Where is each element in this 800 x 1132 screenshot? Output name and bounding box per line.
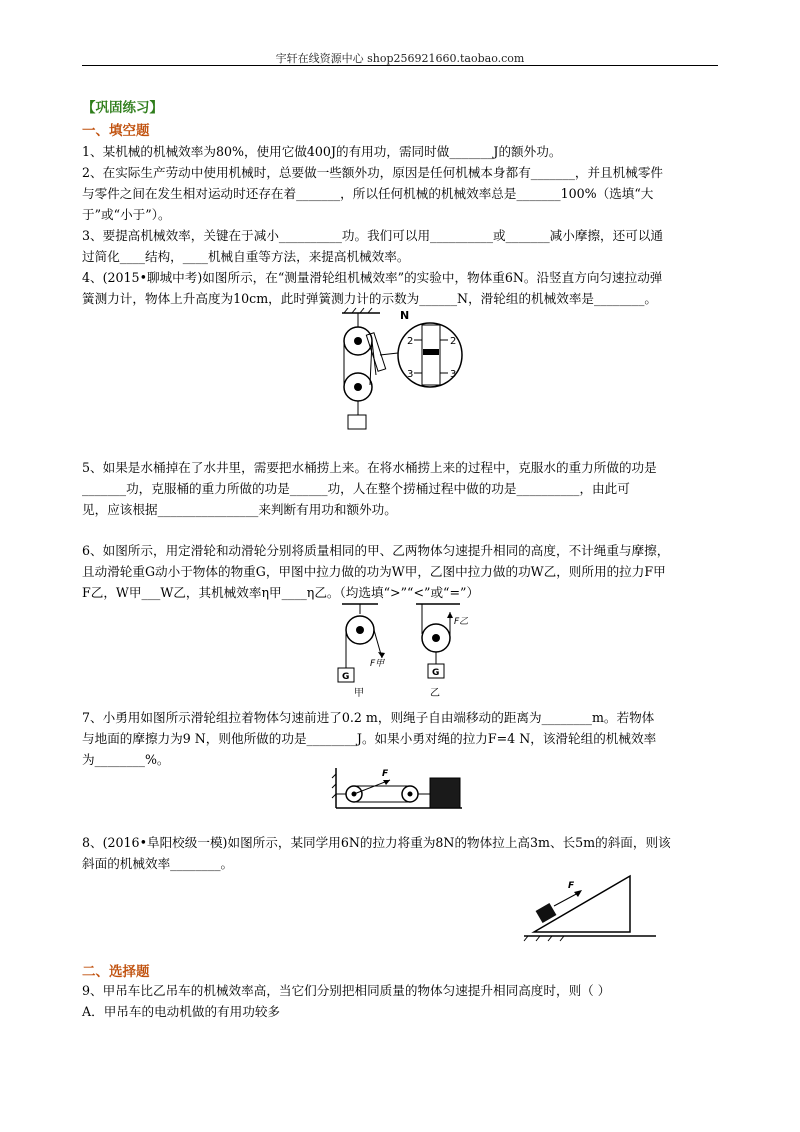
q7-force-label: F — [382, 769, 389, 779]
q4-pulley-scale-figure — [330, 305, 465, 435]
q4-tick-3-right: 3 — [450, 369, 457, 380]
q2-line-2: 与零件之间在发生相对运动时还存在着_______，所以任何机械的机械效率总是_______100%（选填“大 — [82, 186, 654, 201]
q8-force-label: F — [568, 881, 575, 891]
q8-line-1: 8、(2016•阜阳校级一模)如图所示，某同学用6N的拉力将重为8N的物体拉上高3m、长5m的斜面，则该 — [82, 835, 671, 850]
header-rule — [82, 65, 718, 66]
q4-tick-3: 3 — [407, 369, 414, 380]
q9-line: 9、甲吊车比乙吊车的机械效率高，当它们分别把相同质量的物体匀速提升相同高度时，则（ ） — [82, 983, 611, 998]
page-header: 宇轩在线资源中心 shop256921660.taobao.com — [275, 52, 525, 65]
q3-line-2: 过简化____结构，____机械自重等方法，来提高机械效率。 — [82, 249, 410, 264]
q6-weight-right: G — [432, 668, 440, 678]
q4-tick-2-right: 2 — [450, 336, 457, 347]
q7-line-3: 为________%。 — [82, 752, 170, 767]
q6-line-3: F乙，W甲___W乙，其机械效率η甲____η乙。（均选填“>”“<”或“=”） — [82, 585, 480, 600]
q6-pulleys-figure — [330, 600, 480, 700]
q8-incline-figure — [520, 870, 660, 942]
q7-line-1: 7、小勇用如图所示滑轮组拉着物体匀速前进了0.2 m，则绳子自由端移动的距离为________m。若物体 — [82, 710, 655, 725]
q7-line-2: 与地面的摩擦力为9 N，则他所做的功是________J。如果小勇对绳的拉力F=4 N，该滑轮组的机械效率 — [82, 731, 657, 746]
section-choice-title: 二、选择题 — [82, 964, 150, 980]
q6-line-2: 且动滑轮重G动小于物体的物重G，甲图中拉力做的功为W甲，乙图中拉力做的功W乙，则所用的拉力F甲 — [82, 564, 666, 579]
q6-force-right: F乙 — [454, 617, 469, 627]
section-fill-title: 一、填空题 — [82, 123, 150, 139]
q1-line: 1、某机械的机械效率为80%，使用它做400J的有用功，需同时做_______J的额外功。 — [82, 144, 562, 159]
q4-tick-2: 2 — [407, 336, 414, 347]
q4-line-1: 4、(2015•聊城中考)如图所示，在“测量滑轮组机械效率”的实验中，物体重6N。沿竖直方向匀速拉动弹 — [82, 270, 663, 285]
practice-tag: 【巩固练习】 — [82, 100, 163, 116]
q2-line-1: 2、在实际生产劳动中使用机械时，总要做一些额外功，原因是任何机械本身都有_______，并且机械零件 — [82, 165, 664, 180]
q6-force-left: F甲 — [370, 659, 385, 669]
q5-line-3: 见，应该根据________________来判断有用功和额外功。 — [82, 502, 397, 517]
q8-line-2: 斜面的机械效率________。 — [82, 856, 234, 871]
q6-caption-right: 乙 — [430, 688, 440, 699]
q2-line-3: 于”或“小于”）。 — [82, 207, 171, 222]
q5-line-2: _______功，克服桶的重力所做的功是______功，人在整个捞桶过程中做的功是__________，由此可 — [82, 481, 630, 496]
q3-line-1: 3、要提高机械效率，关键在于减小__________功。我们可以用__________或_______减小摩擦，还可以通 — [82, 228, 664, 243]
q6-line-1: 6、如图所示，用定滑轮和动滑轮分别将质量相同的甲、乙两物体匀速提升相同的高度，不计绳重与摩擦， — [82, 543, 670, 558]
q5-line-1: 5、如果是水桶掉在了水井里，需要把水桶捞上来。在将水桶捞上来的过程中，克服水的重力所做的功是 — [82, 460, 657, 475]
q4-scale-unit: N — [400, 309, 410, 322]
q6-weight-left: G — [342, 672, 350, 682]
q9-option-a: A．甲吊车的电动机做的有用功较多 — [82, 1004, 281, 1019]
q7-horizontal-pulley-figure — [330, 764, 465, 814]
q4-line-2: 簧测力计，物体上升高度为10cm，此时弹簧测力计的示数为______N，滑轮组的机械效率是________。 — [82, 291, 657, 306]
q6-caption-left: 甲 — [354, 688, 364, 699]
